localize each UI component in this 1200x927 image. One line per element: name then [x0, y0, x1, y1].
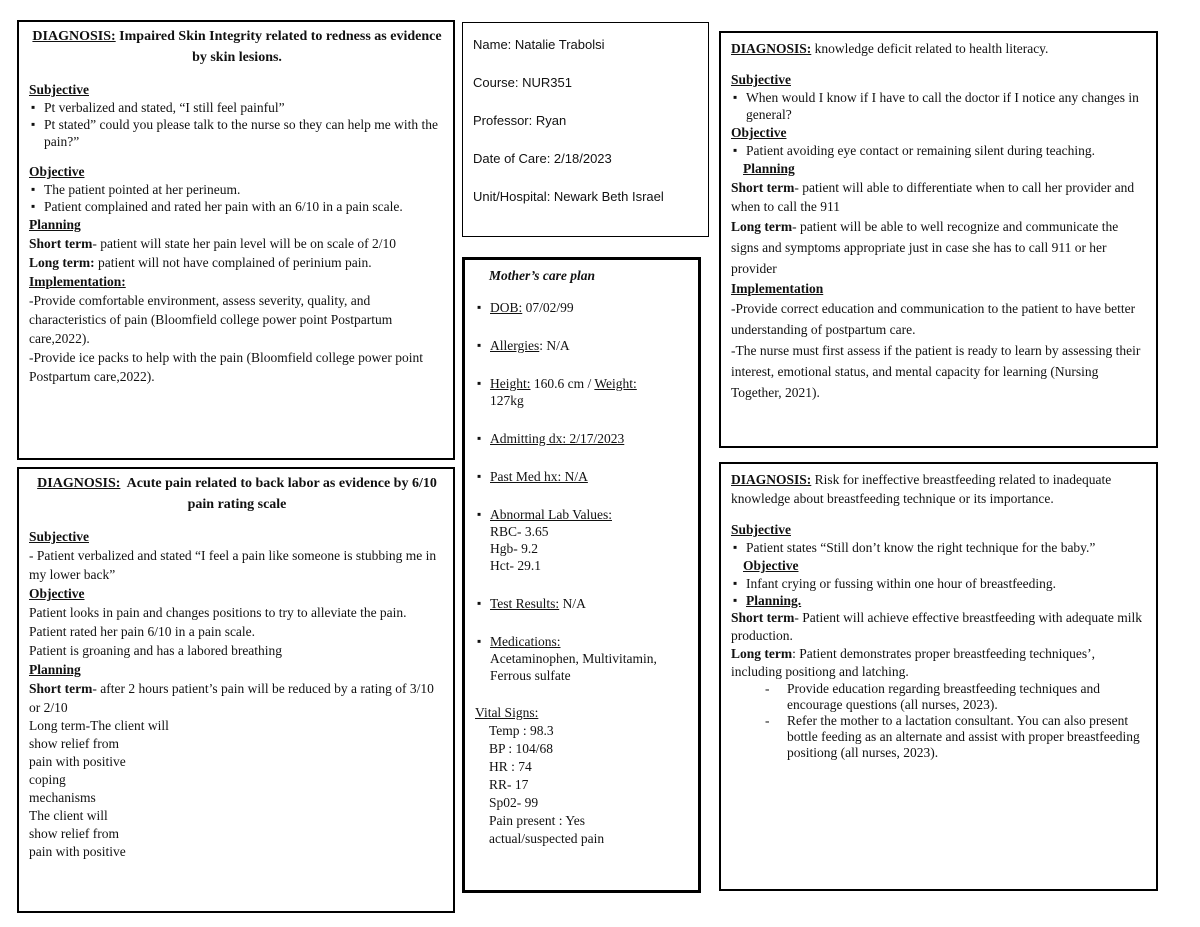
- weight-label: Weight:: [594, 376, 637, 391]
- implementation-list: [731, 681, 1148, 761]
- implementation-heading: Implementation: [731, 281, 824, 296]
- planning-heading: Planning: [29, 662, 81, 677]
- student-info-box: [462, 22, 709, 237]
- objective-list: [29, 181, 445, 215]
- subjective-heading: Subjective: [731, 522, 791, 537]
- objective-list: [731, 575, 1148, 609]
- past-med-hx: Past Med hx: N/A: [490, 469, 588, 484]
- text-line: pain with positive: [29, 844, 126, 859]
- objective-heading: Objective: [731, 125, 787, 140]
- list-item: [475, 468, 688, 485]
- vital-signs-label: Vital Signs:: [475, 705, 539, 720]
- long-term-goal: [731, 216, 1148, 279]
- list-item: ▪ Infant crying or fussing within one hour of breastfeeding.: [731, 575, 1148, 592]
- diagnosis-text: Risk for ineffective breastfeeding related to inadequate knowledge about breastfeeding technique or its importance.: [731, 472, 1112, 506]
- vital-value: actual/suspected pain: [489, 831, 605, 846]
- care-plan-title: Mother’s care plan: [489, 268, 596, 283]
- admitting-dx: Admitting dx: 2/17/2023: [490, 431, 625, 446]
- implementation-heading: Implementation:: [29, 274, 126, 289]
- list-item: ▪ Pt verbalized and stated, “I still feel painful”: [29, 99, 445, 116]
- vital-value: Sp02- 99: [489, 795, 539, 810]
- medications-value: Acetaminophen, Multivitamin, Ferrous sulfate: [490, 651, 657, 683]
- list-item: ▪ The patient pointed at her perineum.: [29, 181, 445, 198]
- short-term-label: Short term: [29, 681, 93, 696]
- short-term-text: - patient will able to differentiate when to call her provider and when to call the 911: [731, 180, 1135, 214]
- diagnosis-text: knowledge deficit related to health literacy.: [811, 41, 1049, 56]
- diagnosis-box-skin-integrity: [17, 20, 455, 460]
- professor: Professor: Ryan: [473, 113, 567, 128]
- subjective-list: [731, 539, 1148, 556]
- subjective-heading: Subjective: [29, 529, 89, 544]
- diagnosis-label: DIAGNOSIS:: [37, 476, 121, 491]
- lab-value: Hct- 29.1: [490, 558, 541, 573]
- dob-value: 07/02/99: [522, 300, 574, 315]
- list-item: ▪ Patient states “Still don’t know the right technique for the baby.”: [731, 539, 1148, 556]
- vital-value: Pain present : Yes: [489, 813, 586, 828]
- test-results-label: Test Results:: [490, 596, 560, 611]
- medications-label: Medications:: [490, 634, 561, 649]
- height-label: Height:: [490, 376, 531, 391]
- objective-text: Patient is groaning and has a labored breathing: [29, 643, 283, 658]
- short-term-label: Short term: [731, 610, 795, 625]
- short-term-text: - patient will state her pain level will be on scale of 2/10: [92, 236, 397, 251]
- long-term-goal: [731, 645, 1148, 681]
- list-item: ▪ Patient complained and rated her pain with an 6/10 in a pain scale.: [29, 198, 445, 215]
- long-term-label: Long term: [731, 646, 793, 661]
- list-item: [475, 430, 688, 447]
- lab-value: Hgb- 9.2: [490, 541, 538, 556]
- short-term-goal: [29, 679, 445, 717]
- date-of-care: Date of Care: 2/18/2023: [473, 151, 612, 166]
- objective-text: Patient looks in pain and changes positions to try to alleviate the pain.: [29, 605, 407, 620]
- short-term-text: - after 2 hours patient’s pain will be reduced by a rating of 3/10 or 2/10: [29, 681, 434, 715]
- subjective-heading: Subjective: [29, 82, 89, 97]
- planning-heading: ▪ Planning.: [731, 592, 1148, 609]
- weight-value: 127kg: [490, 393, 524, 408]
- mothers-care-plan-box: [462, 257, 701, 893]
- objective-heading: Objective: [29, 164, 85, 179]
- subjective-list: [29, 99, 445, 150]
- text-line: coping: [29, 772, 66, 787]
- list-item: [475, 595, 688, 612]
- planning-heading: Planning: [29, 217, 81, 232]
- subjective-list: [731, 89, 1148, 123]
- lab-value: RBC- 3.65: [490, 524, 549, 539]
- objective-text: Patient rated her pain 6/10 in a pain scale.: [29, 624, 256, 639]
- allergies-value: : N/A: [539, 338, 570, 353]
- short-term-goal: [29, 234, 445, 253]
- long-term-label: Long term:: [29, 255, 95, 270]
- vital-value: RR- 17: [489, 777, 529, 792]
- vital-value: Temp : 98.3: [489, 723, 554, 738]
- diagnosis-box-acute-pain: [17, 467, 455, 913]
- list-item: ▪ Pt stated” could you please talk to the nurse so they can help me with the pain?”: [29, 116, 445, 150]
- diagnosis-box-breastfeeding: [719, 462, 1158, 891]
- implementation-item: -Provide ice packs to help with the pain (Bloomfield college power point Postpartum care,2022).: [29, 350, 424, 384]
- text-line: show relief from: [29, 736, 119, 751]
- dob-label: DOB:: [490, 300, 523, 315]
- text-line: Long term-The client will: [29, 718, 169, 733]
- unit-hospital: Unit/Hospital: Newark Beth Israel: [473, 189, 664, 204]
- height-value: 160.6 cm /: [530, 376, 595, 391]
- vital-signs: [475, 704, 688, 848]
- diagnosis-text: Impaired Skin Integrity related to redness as evidence by skin lesions.: [119, 29, 442, 65]
- implementation-item: -Provide correct education and communication to the patient to have better understanding of postpartum care.: [731, 301, 1136, 337]
- student-name: Name: Natalie Trabolsi: [473, 37, 605, 52]
- list-item: [475, 375, 688, 409]
- allergies-label: Allergies: [490, 338, 540, 353]
- diagnosis-heading: [731, 39, 1148, 58]
- text-line: pain with positive: [29, 754, 126, 769]
- diagnosis-heading: [731, 470, 1148, 508]
- vital-value: HR : 74: [489, 759, 532, 774]
- long-term-text: - patient will be able to well recognize and communicate the signs and symptoms appropriate just in case she has to call 911 or her provider: [731, 219, 1119, 276]
- lab-values-label: Abnormal Lab Values:: [490, 507, 612, 522]
- subjective-text: - Patient verbalized and stated “I feel a pain like someone is stubbing me in my lower back”: [29, 548, 437, 582]
- long-term-label: Long term: [731, 219, 793, 234]
- short-term-goal: [731, 609, 1148, 645]
- text-line: mechanisms: [29, 790, 96, 805]
- text-line: show relief from: [29, 826, 119, 841]
- objective-list: [731, 142, 1148, 159]
- list-item: - Provide education regarding breastfeeding techniques and encourage questions (all nurses, 2023).: [761, 681, 1148, 713]
- list-item: [475, 299, 688, 316]
- short-term-goal: [731, 178, 1148, 216]
- short-term-label: Short term: [29, 236, 93, 251]
- list-item: - Refer the mother to a lactation consultant. You can also present bottle feeding as an alternate and assist with proper breastfeeding positiong (all nurses, 2023).: [761, 713, 1148, 761]
- diagnosis-label: DIAGNOSIS:: [731, 41, 812, 56]
- long-term-text: : Patient demonstrates proper breastfeeding techniques’, including positiong and latching.: [731, 646, 1096, 679]
- objective-heading: Objective: [29, 586, 85, 601]
- course: Course: NUR351: [473, 75, 572, 90]
- list-item: ▪ When would I know if I have to call the doctor if I notice any changes in general?: [731, 89, 1148, 123]
- long-term-goal: [29, 253, 445, 272]
- diagnosis-text: Acute pain related to back labor as evidence by 6/10 pain rating scale: [126, 476, 437, 512]
- short-term-label: Short term: [731, 180, 795, 195]
- subjective-heading: Subjective: [731, 72, 791, 87]
- vital-value: BP : 104/68: [489, 741, 554, 756]
- long-term-text: patient will not have complained of perinium pain.: [94, 255, 372, 270]
- list-item: ▪ Patient avoiding eye contact or remaining silent during teaching.: [731, 142, 1148, 159]
- diagnosis-label: DIAGNOSIS:: [731, 472, 812, 487]
- objective-heading: Objective: [743, 558, 799, 573]
- diagnosis-heading: [29, 473, 445, 515]
- text-line: The client will: [29, 808, 108, 823]
- list-item: [475, 337, 688, 354]
- long-term-goal: [29, 717, 445, 861]
- test-results-value: N/A: [559, 596, 586, 611]
- short-term-text: - Patient will achieve effective breastfeeding with adequate milk production.: [731, 610, 1142, 643]
- list-item: [475, 633, 688, 684]
- implementation-item: -Provide comfortable environment, assess severity, quality, and characteristics of pain (Bloomfield college power point Postpartum care,2022).: [29, 293, 393, 346]
- list-item: [475, 506, 688, 574]
- diagnosis-heading: [29, 26, 445, 68]
- diagnosis-box-knowledge-deficit: [719, 31, 1158, 448]
- planning-heading: Planning: [743, 161, 795, 176]
- diagnosis-label: DIAGNOSIS:: [32, 29, 116, 44]
- implementation-item: -The nurse must first assess if the patient is ready to learn by assessing their interest, emotional status, and mental capacity for learning (Nursing Together, 2021).: [731, 343, 1141, 400]
